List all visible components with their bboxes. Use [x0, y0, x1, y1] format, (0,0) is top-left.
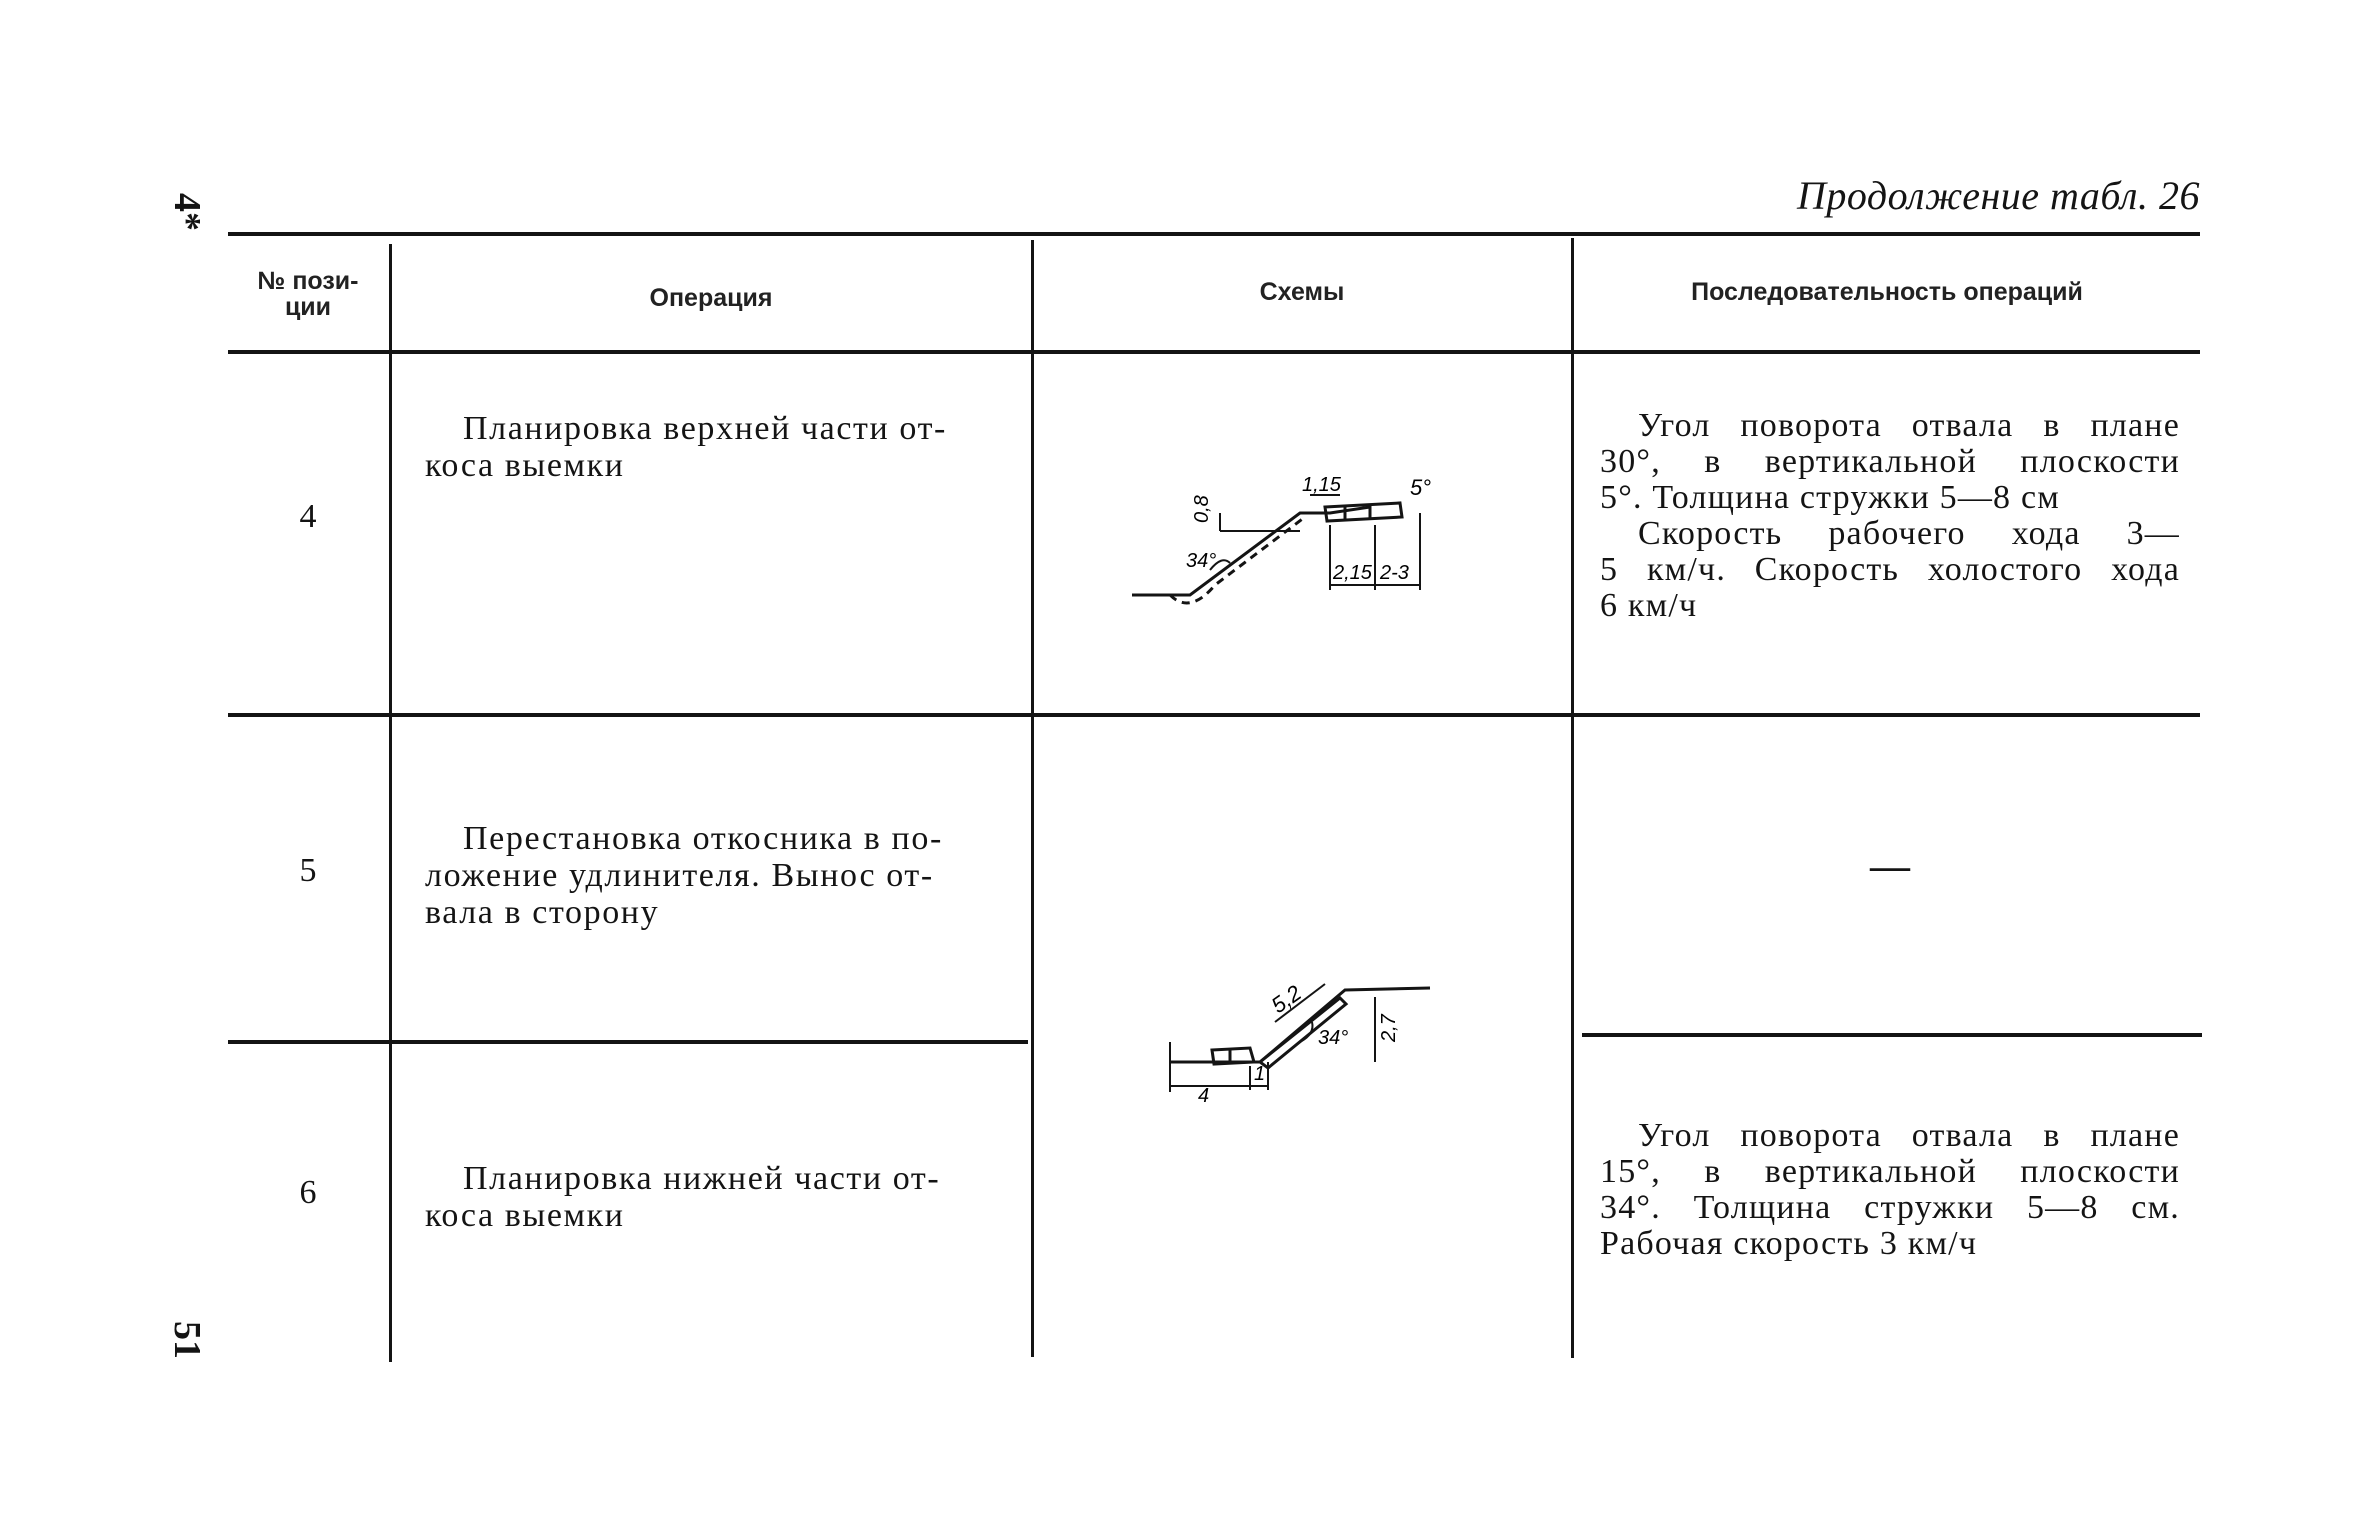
rule-row5-bottom-right [1582, 1033, 2202, 1037]
table-caption: Продолжение табл. 26 [1796, 173, 2200, 218]
dim-label: 1,15 [1302, 474, 1341, 496]
col-divider-2 [1031, 240, 1034, 1357]
rule-row5-bottom-left [228, 1040, 1028, 1044]
sequence-text-row6: Угол поворота отвала в плане 15°, в вертикальной плоскости 34°. Толщина стружки 5—8 см. Рабочая скорость 3 км/ч [1600, 1117, 2180, 1262]
dim-label: 2,7 [1378, 1014, 1400, 1042]
dim-label: 5,2 [1266, 980, 1306, 1019]
scheme-upper-slope [1130, 455, 1460, 615]
row-number-6: 6 [299, 1174, 317, 1211]
row-number-4: 4 [299, 498, 317, 535]
sequence-text-row5: — [1870, 843, 1910, 888]
page-number: 51 [166, 1321, 208, 1359]
rule-row4-bottom [228, 713, 2200, 717]
rule-header-bottom [228, 350, 2200, 354]
dim-label: 2-3 [1380, 562, 1409, 584]
angle-label: 5° [1410, 475, 1432, 500]
dim-label: 2,15 [1333, 562, 1372, 584]
signature-mark: 4* [166, 193, 208, 231]
scheme-lower-slope [1150, 962, 1450, 1112]
operation-text-row5: Перестановка откосника в по- ложение удлинителя. Вынос от- вала в сторону [425, 820, 943, 931]
operation-text-row6: Планировка нижней части от- коса выемки [425, 1160, 941, 1234]
header-operation: Операция [649, 284, 773, 312]
sequence-text-row4: Угол поворота отвала в плане 30°, в вертикальной плоскости 5°. Толщина стружки 5—8 см Скорость рабочего хода 3— 5 км/ч. Скорость холостого хода 6 км/ч [1600, 407, 2180, 624]
angle-label: 34° [1318, 1027, 1349, 1049]
dim-label: 4 [1198, 1085, 1210, 1107]
dim-label: 1 [1254, 1063, 1266, 1085]
col-divider-3 [1571, 238, 1574, 1358]
rule-top [228, 232, 2200, 236]
operation-text-row4: Планировка верхней части от- коса выемки [425, 410, 947, 484]
dim-label: 0,8 [1191, 495, 1213, 523]
row-number-5: 5 [299, 852, 317, 889]
header-schemes: Схемы [1259, 278, 1345, 306]
header-position: № пози- ции [257, 267, 359, 321]
col-divider-1 [389, 244, 392, 1362]
header-sequence: Последовательность операций [1691, 278, 2083, 306]
angle-label: 34° [1186, 550, 1217, 572]
